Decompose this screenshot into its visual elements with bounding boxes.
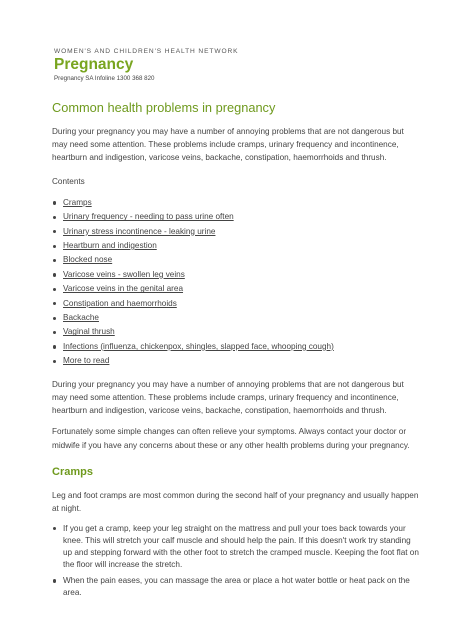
- toc-item: [52, 196, 420, 210]
- page-header: [54, 48, 238, 82]
- toc-item: [52, 239, 420, 253]
- cramps-advice-list: [52, 523, 420, 599]
- toc-item: [52, 268, 420, 282]
- toc-link-constipation[interactable]: Constipation and haemorrhoids: [63, 298, 177, 308]
- toc-item: [52, 253, 420, 267]
- brand-title: Pregnancy: [54, 56, 134, 73]
- toc-link-backache[interactable]: Backache: [63, 313, 99, 323]
- table-of-contents: [52, 196, 420, 369]
- page-title: Common health problems in pregnancy: [52, 100, 276, 115]
- infoline-text: Pregnancy SA Infoline 1300 368 820: [54, 75, 155, 82]
- organization-name: WOMEN'S AND CHILDREN'S HEALTH NETWORK: [54, 48, 239, 55]
- toc-link-urinary-stress-incontinence[interactable]: Urinary stress incontinence - leaking urine: [63, 226, 216, 236]
- toc-link-heartburn[interactable]: Heartburn and indigestion: [63, 241, 157, 251]
- list-item: If you get a cramp, keep your leg straight on the mattress and pull your toes back towards your knee. This will stretch your calf muscle and should help the pain. If this doesn't work try standing up and stepping forward with the other foot to stretch the cramped muscle. Keeping the foot flat on the floor will increase the stretch.: [52, 523, 420, 570]
- section-heading-cramps: Cramps: [52, 465, 93, 478]
- toc-item: [52, 225, 420, 239]
- toc-item: [52, 311, 420, 325]
- list-item: When the pain eases, you can massage the area or place a hot water bottle or heat pack on the area.: [52, 575, 420, 599]
- body-paragraph: Fortunately some simple changes can often relieve your symptoms. Always contact your doctor or midwife if you have any concerns about these or any other health problems during your pregnancy.: [52, 427, 410, 450]
- main-content: [52, 100, 420, 604]
- cramps-intro: Leg and foot cramps are most common during the second half of your pregnancy and usually happen at night.: [52, 490, 419, 513]
- toc-link-cramps[interactable]: Cramps: [63, 197, 92, 207]
- contents-label: Contents: [52, 176, 85, 186]
- toc-item: [52, 340, 420, 354]
- toc-item: [52, 297, 420, 311]
- toc-link-blocked-nose[interactable]: Blocked nose: [63, 255, 113, 265]
- toc-item: [52, 354, 420, 368]
- toc-link-varicose-veins-genital[interactable]: Varicose veins in the genital area: [63, 284, 184, 294]
- toc-link-varicose-veins[interactable]: Varicose veins - swollen leg veins: [63, 269, 185, 279]
- toc-item: [52, 210, 420, 224]
- toc-item: [52, 282, 420, 296]
- toc-link-vaginal-thrush[interactable]: Vaginal thrush: [63, 327, 115, 337]
- toc-link-more-to-read[interactable]: More to read: [63, 356, 110, 366]
- toc-item: [52, 325, 420, 339]
- toc-link-infections[interactable]: Infections (influenza, chickenpox, shingles, slapped face, whooping cough): [63, 341, 334, 351]
- intro-paragraph: During your pregnancy you may have a number of annoying problems that are not dangerous but may need some attention. These problems include cramps, urinary frequency and incontinence, heartburn and indigestion, varicose veins, backache, constipation, haemorrhoids and thrush.: [52, 127, 404, 163]
- body-paragraph: During your pregnancy you may have a number of annoying problems that are not dangerous but may need some attention. These problems include cramps, urinary frequency and incontinence, heartburn and indigestion, varicose veins, backache, constipation, haemorrhoids and thrush.: [52, 379, 404, 416]
- toc-link-urinary-frequency[interactable]: Urinary frequency - needing to pass urine often: [63, 212, 234, 222]
